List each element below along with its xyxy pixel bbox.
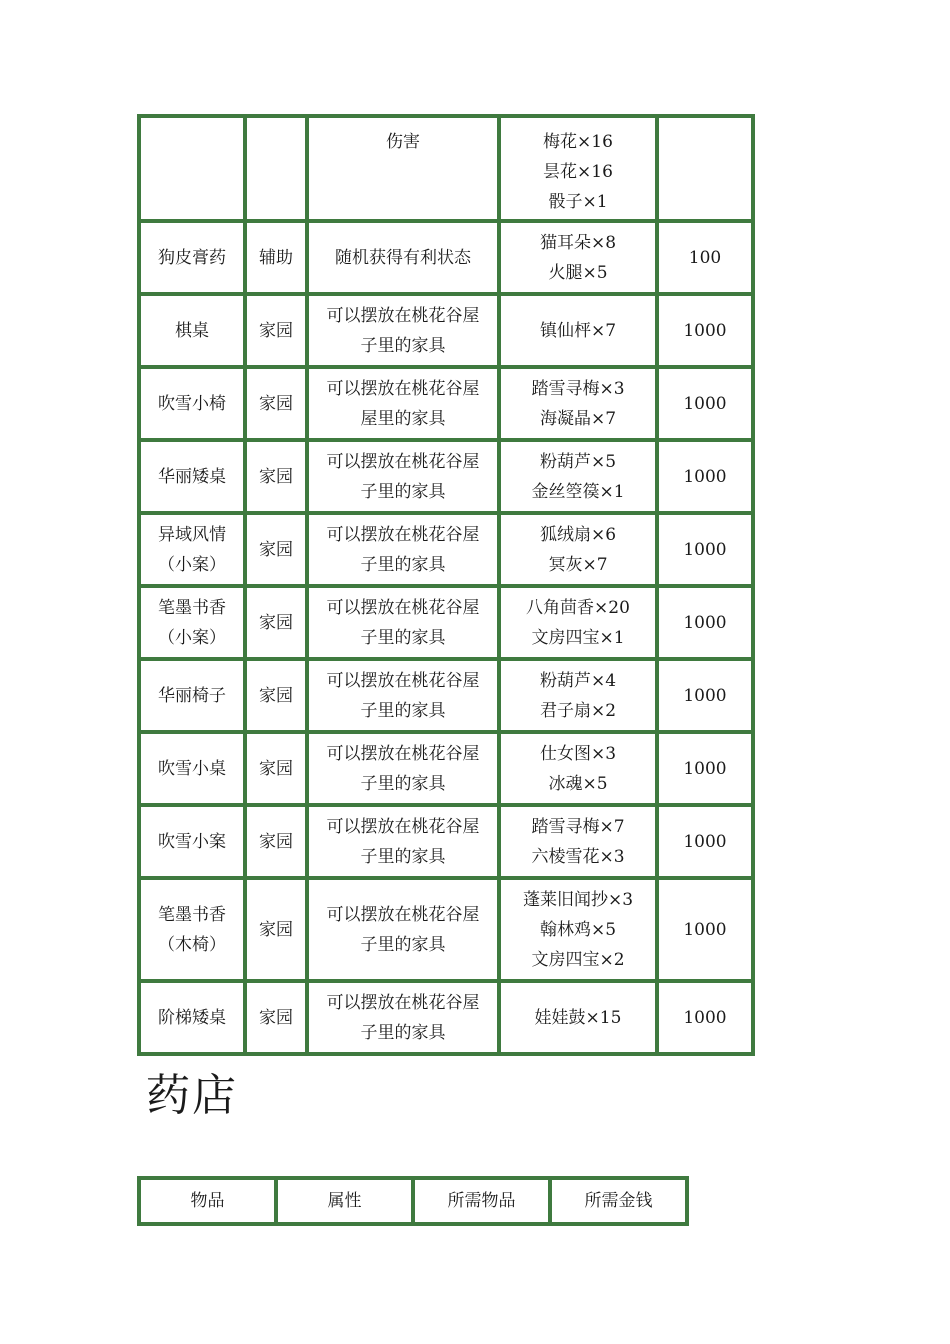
item-description-line: 可以摆放在桃花谷屋	[326, 597, 480, 618]
item-description-cell	[307, 878, 499, 981]
item-type-cell: 家园	[245, 732, 307, 805]
item-type-cell: 家园	[245, 367, 307, 440]
material-line: 文房四宝×2	[531, 949, 625, 970]
material-line: 镇仙枰×7	[539, 320, 617, 341]
table-row	[139, 805, 753, 878]
material-line: 昙花×16	[543, 162, 613, 182]
item-description-line: 可以摆放在桃花谷屋	[326, 743, 480, 764]
item-name-cell	[139, 294, 245, 367]
item-description-line: 伤害	[386, 132, 420, 152]
item-name-line: 狗皮膏药	[158, 247, 226, 268]
item-price-cell: 100	[657, 221, 753, 294]
item-materials-cell	[499, 367, 657, 440]
item-materials-cell	[499, 513, 657, 586]
item-description-line: 子里的家具	[360, 481, 446, 502]
item-description-line: 可以摆放在桃花谷屋	[326, 305, 480, 326]
item-name-cell	[139, 981, 245, 1054]
item-price-cell: 1000	[657, 981, 753, 1054]
item-name-cell	[139, 513, 245, 586]
item-description-line: 子里的家具	[360, 934, 446, 955]
material-line: 猫耳朵×8	[539, 232, 617, 253]
material-line: 粉葫芦×5	[539, 451, 617, 472]
item-price-cell: 1000	[657, 513, 753, 586]
item-description-line: 子里的家具	[360, 846, 446, 867]
item-description-cell	[307, 294, 499, 367]
material-line: 踏雪寻梅×7	[531, 816, 625, 837]
item-materials-cell	[499, 294, 657, 367]
material-line: 君子扇×2	[539, 700, 617, 721]
table-row	[139, 732, 753, 805]
material-line: 踏雪寻梅×3	[531, 378, 625, 399]
item-name-line: 阶梯矮桌	[158, 1007, 226, 1028]
item-price-cell	[657, 116, 753, 221]
item-description-cell	[307, 732, 499, 805]
header-required-items: 所需物品	[413, 1178, 550, 1224]
material-line: 火腿×5	[548, 262, 608, 283]
item-materials-cell	[499, 878, 657, 981]
item-type-cell: 家园	[245, 805, 307, 878]
item-description-cell	[307, 221, 499, 294]
item-description-line: 可以摆放在桃花谷屋	[326, 670, 480, 691]
item-name-line: 吹雪小椅	[158, 393, 226, 414]
table-row	[139, 981, 753, 1054]
item-name-cell	[139, 659, 245, 732]
material-line: 冥灰×7	[548, 554, 608, 575]
item-description-cell	[307, 659, 499, 732]
item-price-cell: 1000	[657, 805, 753, 878]
item-type-cell: 家园	[245, 981, 307, 1054]
item-name-cell	[139, 586, 245, 659]
item-name-line: 华丽矮桌	[158, 466, 226, 487]
table-row	[139, 294, 753, 367]
material-line: 狐绒扇×6	[539, 524, 617, 545]
item-description-line: 可以摆放在桃花谷屋	[326, 992, 480, 1013]
table-row	[139, 513, 753, 586]
material-line: 翰林鸡×5	[539, 919, 617, 940]
item-name-line: 吹雪小桌	[158, 758, 226, 779]
item-description-cell	[307, 440, 499, 513]
material-line: 粉葫芦×4	[539, 670, 617, 691]
item-description-line: 可以摆放在桃花谷屋	[326, 904, 480, 925]
item-materials-cell	[499, 659, 657, 732]
material-line: 金丝箜篌×1	[531, 481, 625, 502]
item-materials-cell	[499, 586, 657, 659]
item-description-line: 子里的家具	[360, 773, 446, 794]
item-description-line: 子里的家具	[360, 554, 446, 575]
item-description-line: 可以摆放在桃花谷屋	[326, 524, 480, 545]
item-price-cell: 1000	[657, 440, 753, 513]
item-description-line: 可以摆放在桃花谷屋	[326, 378, 480, 399]
item-description-cell	[307, 513, 499, 586]
item-description-cell	[307, 586, 499, 659]
item-description-cell	[307, 367, 499, 440]
item-type-cell: 家园	[245, 659, 307, 732]
item-name-cell	[139, 732, 245, 805]
item-description-line: 子里的家具	[360, 627, 446, 648]
item-price-cell: 1000	[657, 294, 753, 367]
item-price-cell: 1000	[657, 586, 753, 659]
item-materials-cell	[499, 221, 657, 294]
item-type-cell: 家园	[245, 878, 307, 981]
item-description-line: 可以摆放在桃花谷屋	[326, 816, 480, 837]
item-name-line: （木椅）	[158, 934, 226, 955]
item-description-line: 可以摆放在桃花谷屋	[326, 451, 480, 472]
table-row	[139, 659, 753, 732]
item-name-line: 棋桌	[175, 320, 209, 341]
item-name-line: 笔墨书香	[158, 597, 226, 618]
item-type-cell	[245, 116, 307, 221]
material-line: 仕女图×3	[539, 743, 617, 764]
item-name-line: （小案）	[158, 554, 226, 575]
item-description-cell	[307, 116, 499, 221]
item-name-line: 笔墨书香	[158, 904, 226, 925]
item-description-cell	[307, 981, 499, 1054]
item-description-line: 子里的家具	[360, 335, 446, 356]
item-description-line: 随机获得有利状态	[335, 247, 471, 268]
table-row	[139, 586, 753, 659]
item-materials-cell	[499, 805, 657, 878]
item-name-line: 吹雪小案	[158, 831, 226, 852]
item-name-cell	[139, 440, 245, 513]
item-type-cell: 辅助	[245, 221, 307, 294]
item-type-cell: 家园	[245, 586, 307, 659]
header-attribute: 属性	[276, 1178, 413, 1224]
table-row	[139, 367, 753, 440]
item-materials-cell	[499, 440, 657, 513]
item-name-cell	[139, 367, 245, 440]
item-type-cell: 家园	[245, 440, 307, 513]
table-row	[139, 221, 753, 294]
header-item: 物品	[139, 1178, 276, 1224]
table-row	[139, 878, 753, 981]
item-name-cell	[139, 878, 245, 981]
pharmacy-header-row	[139, 1178, 687, 1224]
material-line: 六棱雪花×3	[531, 846, 625, 867]
item-materials-cell	[499, 732, 657, 805]
item-description-cell	[307, 805, 499, 878]
material-line: 文房四宝×1	[531, 627, 625, 648]
table-row	[139, 116, 753, 221]
item-price-cell: 1000	[657, 367, 753, 440]
item-materials-cell	[499, 981, 657, 1054]
item-table	[137, 114, 755, 1056]
section-title-pharmacy: 药店	[146, 1070, 238, 1121]
item-name-line: 华丽椅子	[158, 685, 226, 706]
item-name-cell	[139, 116, 245, 221]
item-description-line: 子里的家具	[360, 700, 446, 721]
material-line: 梅花×16	[543, 132, 613, 152]
material-line: 海凝晶×7	[539, 408, 617, 429]
material-line: 娃娃鼓×15	[534, 1007, 622, 1028]
header-required-money: 所需金钱	[550, 1178, 687, 1224]
item-name-line: （小案）	[158, 627, 226, 648]
item-table-body	[139, 116, 753, 1054]
item-price-cell: 1000	[657, 878, 753, 981]
item-materials-cell	[499, 116, 657, 221]
item-description-line: 子里的家具	[360, 1022, 446, 1043]
item-description-line: 屋里的家具	[360, 408, 446, 429]
item-type-cell: 家园	[245, 294, 307, 367]
item-price-cell: 1000	[657, 659, 753, 732]
item-name-cell	[139, 805, 245, 878]
pharmacy-table	[137, 1176, 689, 1226]
material-line: 骰子×1	[548, 192, 608, 212]
item-price-cell: 1000	[657, 732, 753, 805]
material-line: 冰魂×5	[548, 773, 608, 794]
item-type-cell: 家园	[245, 513, 307, 586]
table-row	[139, 440, 753, 513]
material-line: 八角茴香×20	[526, 597, 630, 618]
item-name-line: 异域风情	[158, 524, 226, 545]
item-name-cell	[139, 221, 245, 294]
material-line: 蓬莱旧闻抄×3	[522, 889, 634, 910]
